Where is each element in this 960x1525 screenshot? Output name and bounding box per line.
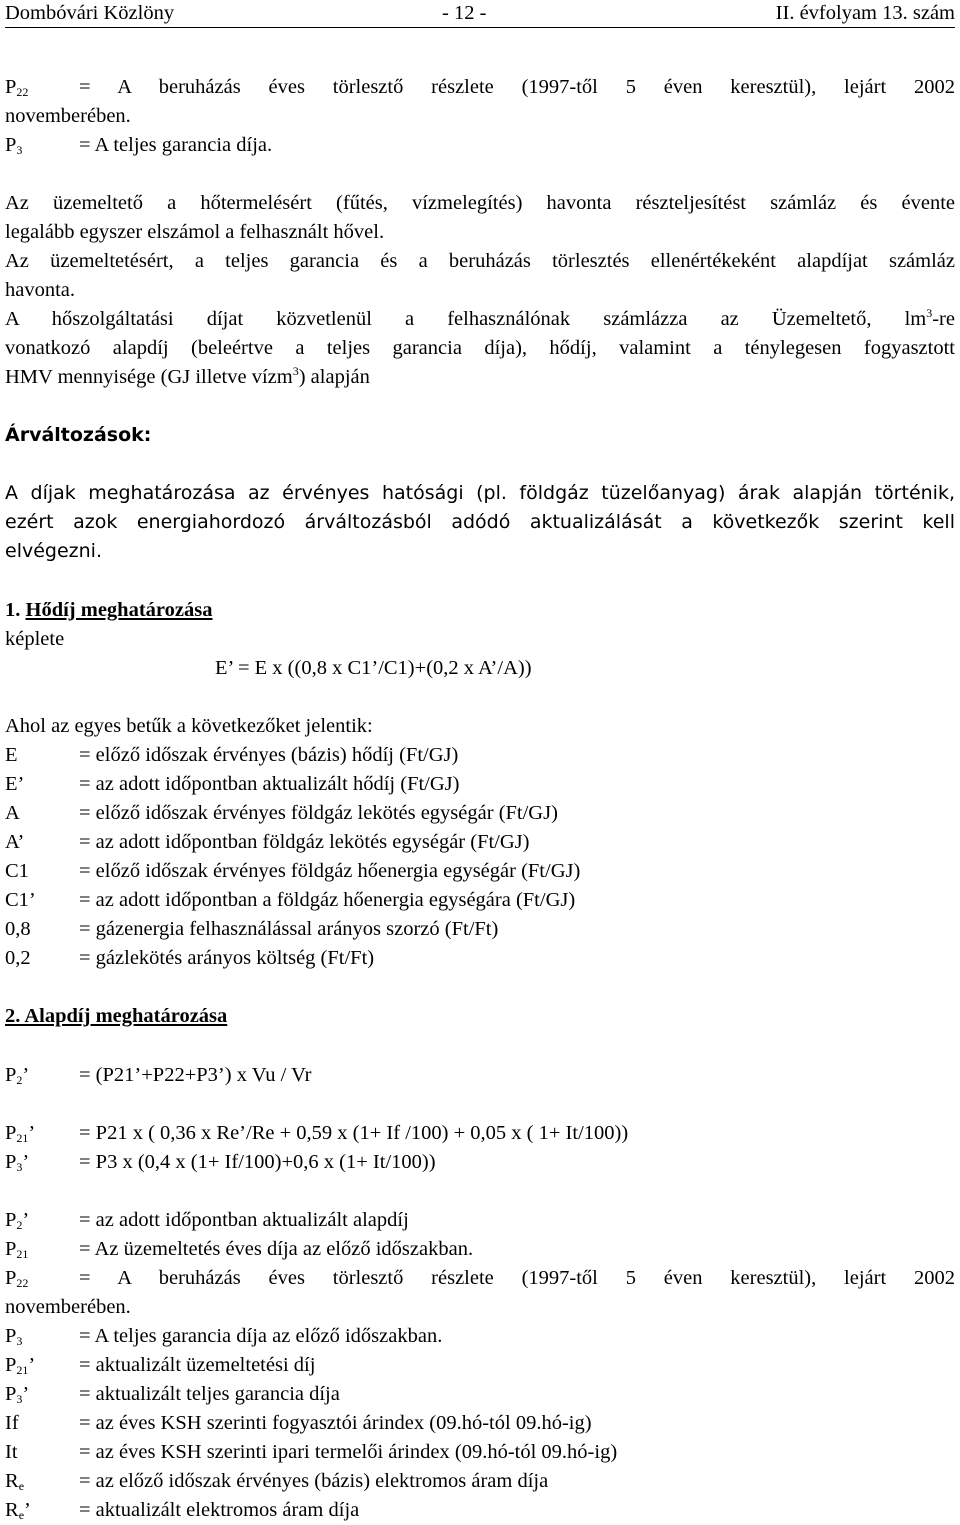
formula-p3-prime: = P3 x (0,4 x (1+ If/100)+0,6 x (1+ It/100)) [79,1151,436,1173]
def-text-p22-top: = A beruházás éves törlesztő részlete (1997-től 5 éven keresztül), lejárt 2002 [79,76,955,98]
def-symbol-p3: $P_3$ [5,1325,23,1348]
header-publication: Dombóvári Közlöny [5,2,175,24]
def-symbol-p22-top: $P_{22}$ [5,76,29,99]
formula-symbol-p21-prime: $P_{21}$’ [5,1122,36,1145]
def-text-p22: = A beruházás éves törlesztő részlete (1997-től 5 éven keresztül), lejárt 2002 [79,1267,955,1289]
heading-heat-fee: 1. Hődíj meghatározása [5,599,213,621]
header-issue: II. évfolyam 13. szám [775,2,955,24]
paragraph-service-fee-line-3: HMV mennyisége (GJ illetve vízm$^3$) alapján [5,364,370,388]
def-text-e: = előző időszak érvényes (bázis) hődíj (Ft/GJ) [79,744,459,766]
def-text-a-prime: = az adott időpontban földgáz lekötés egységár (Ft/GJ) [79,831,530,853]
heading-price-changes: Árváltozások: [5,424,152,446]
heading-base-fee: 2. Alapdíj meghatározása [5,1005,228,1027]
def-text-a: = előző időszak érvényes földgáz lekötés egységár (Ft/GJ) [79,802,558,824]
def-text-re-prime: = aktualizált elektromos áram díja [79,1499,360,1521]
paragraph-price-changes-line-2: ezért azok energiahordozó árváltozásból adódó aktualizálását a következők szerint kell [5,511,955,533]
def-symbol-p2-prime: $P_2$’ [5,1209,30,1232]
def-text-c1-prime: = az adott időpontban a földgáz hőenergia egységára (Ft/GJ) [79,889,576,911]
def-symbol-e: E [5,744,18,766]
def-symbol-e-prime: E’ [5,773,25,795]
paragraph-service-fee-line-2: vonatkozó alapdíj (beleértve a teljes garancia díja), hődíj, valamint a ténylegesen fogyasztott [5,337,955,359]
def-symbol-re-prime: $R_e$’ [5,1499,31,1522]
def-symbol-c1: C1 [5,860,29,882]
def-symbol-p21-prime: $P_{21}$’ [5,1354,36,1377]
formula-label: képlete [5,628,65,650]
definitions-intro: Ahol az egyes betűk a következőket jelentik: [5,715,373,737]
paragraph-price-changes-line-3: elvégezni. [5,540,102,562]
paragraph-base-fee-line-1: Az üzemeltetésért, a teljes garancia és a beruházás törlesztés ellenértékeként alapdíjat számláz [5,250,955,272]
def-symbol-re: $R_e$ [5,1470,25,1493]
formula-p21-prime: = P21 x ( 0,36 x Re’/Re + 0,59 x (1+ If /100) + 0,05 x ( 1+ It/100)) [79,1122,629,1144]
def-symbol-a: A [5,802,20,824]
def-continuation-p22: novemberében. [5,1296,131,1318]
def-symbol-p21: $P_{21}$ [5,1238,29,1261]
def-symbol-0-2: 0,2 [5,947,31,969]
header-page-number: - 12 - [442,2,487,24]
def-text-p3-top: = A teljes garancia díja. [79,134,273,156]
paragraph-base-fee-line-2: havonta. [5,279,76,301]
paragraph-heat-billing-line-2: legalább egyszer elszámol a felhasznált hővel. [5,221,385,243]
def-symbol-c1-prime: C1’ [5,889,36,911]
def-symbol-a-prime: A’ [5,831,25,853]
formula-symbol-p3-prime: $P_3$’ [5,1151,30,1174]
paragraph-heat-billing-line-1: Az üzemeltető a hőtermelésért (fűtés, vízmelegítés) havonta részteljesítést számláz és évente [5,192,955,214]
def-text-p21-prime: = aktualizált üzemeltetési díj [79,1354,316,1376]
def-symbol-if: If [5,1412,19,1434]
def-symbol-0-8: 0,8 [5,918,31,940]
def-symbol-p3-top: $P_3$ [5,134,23,157]
paragraph-price-changes-line-1: A díjak meghatározása az érvényes hatósági (pl. földgáz tüzelőanyag) árak alapján történik, [5,482,955,504]
def-text-c1: = előző időszak érvényes földgáz hőenergia egységár (Ft/GJ) [79,860,581,882]
def-text-p2-prime: = az adott időpontban aktualizált alapdíj [79,1209,409,1231]
formula-heat-fee: E’ = E x ((0,8 x C1’/C1)+(0,2 x A’/A)) [215,657,532,679]
def-text-0-2: = gázlekötés arányos költség (Ft/Ft) [79,947,375,969]
paragraph-service-fee-line-1: A hőszolgáltatási díjat közvetlenül a felhasználónak számlázza az Üzemeltető, $lm^3-re$ [5,306,955,330]
def-text-p21: = Az üzemeltetés éves díja az előző időszakban. [79,1238,474,1260]
def-text-e-prime: = az adott időpontban aktualizált hődíj (Ft/GJ) [79,773,460,795]
def-text-0-8: = gázenergia felhasználással arányos szorzó (Ft/Ft) [79,918,499,940]
def-symbol-p22: $P_{22}$ [5,1267,29,1290]
def-symbol-it: It [5,1441,18,1463]
def-text-p3: = A teljes garancia díja az előző időszakban. [79,1325,443,1347]
def-text-it: = az éves KSH szerinti ipari termelői árindex (09.hó-tól 09.hó-ig) [79,1441,618,1463]
def-text-re: = az előző időszak érvényes (bázis) elektromos áram díja [79,1470,549,1492]
formula-symbol-p2-prime: $P_2$’ [5,1064,30,1087]
def-continuation-top: novemberében. [5,105,131,127]
formula-p2-prime: = (P21’+P22+P3’) x Vu / Vr [79,1064,312,1086]
def-symbol-p3-prime: $P_3$’ [5,1383,30,1406]
def-text-if: = az éves KSH szerinti fogyasztói árindex (09.hó-tól 09.hó-ig) [79,1412,592,1434]
def-text-p3-prime: = aktualizált teljes garancia díja [79,1383,340,1405]
page-header [5,3,955,28]
